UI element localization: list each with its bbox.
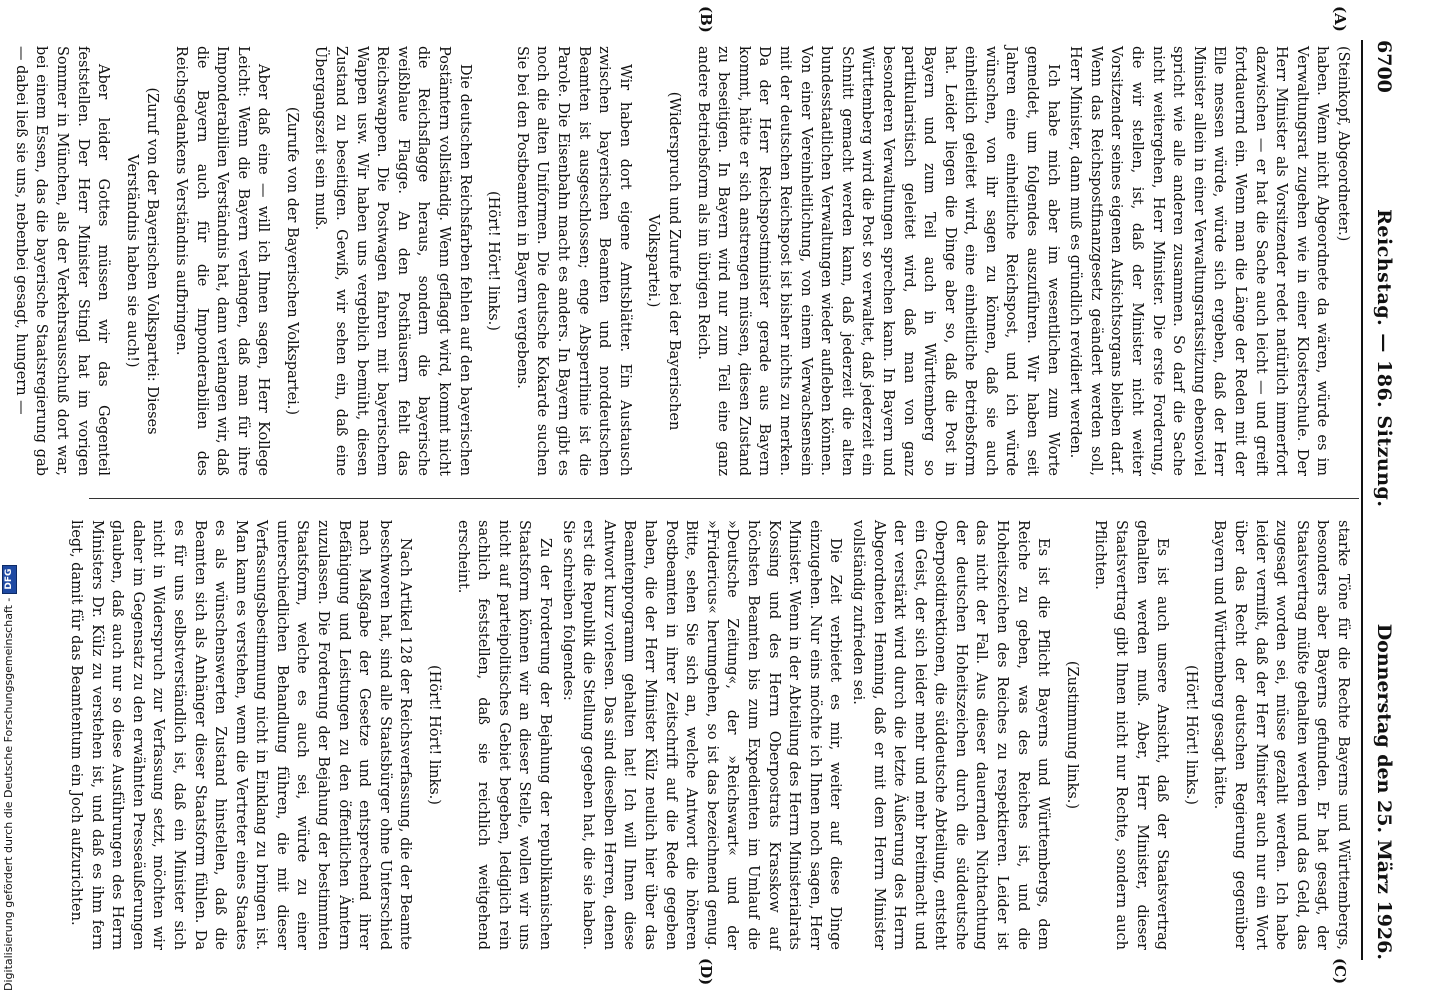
margin-mark-a: (A): [1331, 6, 1349, 32]
left-column: [0, 46, 1353, 476]
paragraph: Die deutschen Reichsfarben fehlen auf den bayerischen Postämtern vollständig. Wenn geflaggt wird, kommt nicht die Reichsflagge heraus, sondern die bayerische weißblaue Flagge. An den Posthäusern fehlt das Reichswappen. Die Postwagen fahren mit bayerischem Wappen usw. Wir haben uns vergeblich bemüht, diesen Zustand zu beseitigen. Gewiß, wir sehen ein, daß eine Übergangszeit sein muß.: [312, 46, 473, 476]
paragraph: haben. Wenn nicht Abgeordnete da wären, würde es im Verwaltungsrat zugehen wie in einer Klosterschule. Der Herr Minister als Vorsitzender redet natürlich immerfort dazwischen — er hat die Sache auch leicht — und greift fortdauernd ein. Wenn man die Länge der Reden mit der Elle messen würde, würde sich ergeben, daß der Herr Minister allein in einer Verwaltungsratssitzung ebensoviel spricht wie alle anderen zusammen. So darf die Sache nicht weitergehen, Herr Minister. Die erste Forderung, die wir stellen, ist, daß der Minister nicht weiter Vorsitzender seines eigenen Aufsichtsorgans bleiben darf. Wenn das Reichspostfinanzgesetz geändert werden soll, Herr Minister, dann muß es gründlich revidiert werden.: [1067, 46, 1331, 476]
margin-mark-b: (B): [697, 6, 715, 33]
margin-mark-d: (D): [697, 958, 715, 986]
speaker-label: (Steinkopf, Abgeordneter.): [1335, 46, 1351, 242]
paragraph: Aber leider Gottes müssen wir das Gegenteil feststellen. Der Herr Minister Stingl hat im vorigen Sommer in München, als der Verkehrsausschuß dort war, bei einem Essen, das die bayerische Staatsregierung gab — dabei ließ sie uns, nebenbei gesagt, hungern —: [12, 46, 112, 476]
paragraph: starke Töne für die Rechte Bayerns und Württembergs, besonders aber Bayerns gefunden. Er hat gesagt, der Staatsvertrag müßte gehalten werden und das Geld, das zugesagt worden sei, müsse gezahlt werden. Ich habe leider vermißt, daß der Herr Minister auch nur ein Wort über das Recht der deutschen Regierung gegenüber Bayern und Württemberg gesagt hätte.: [1211, 520, 1351, 950]
scanned-page: [12, 0, 1434, 1000]
interjection: [0, 46, 2, 476]
interjection: (Zustimmung links.): [1063, 660, 1080, 810]
column-divider: [89, 498, 1359, 499]
session-date: Donnerstag den 25. März 1926.: [1373, 623, 1395, 960]
interjection: (Hört! Hört! links.): [485, 191, 502, 331]
right-column: [63, 520, 1353, 950]
dfg-logo-icon: DFG: [2, 565, 17, 594]
header-rule: [1361, 40, 1363, 960]
digitization-notice-text: Digitalisierung gefördert durch die Deutsche Forschungsgemeinschaft -: [2, 597, 15, 991]
paragraph: Aber daß eine — will ich Ihnen sagen, Herr Kollege Leicht: Wenn die Bayern verlangen, daß man für ihre Imponderabilien Verständnis hat, dann verlangen wir, daß die Bayern auch für die Imponderabilien des Reichsgedankens Verständnis aufbringen.: [172, 46, 272, 476]
paragraph: Nach Artikel 128 der Reichsverfassung, die der Beamte beschworen hat, sind alle Staatsbürger ohne Unterschied nach Maßgabe der Gesetze und entsprechend ihrer Befähigung und Leistungen zu den öffentlichen Ämtern zuzulassen. Die Forderung der Bejahung der bestimmten Staatsform, welche es auch sei, würde zu einer unterschiedlichen Behandlung führen, die mit dieser Verfassungsbestimmung nicht in Einklang zu bringen ist. Man kann es verstehen, wenn die Vertreter eines Staates es als wünschenswerten Zustand hinstellen, daß die Beamten sich als Anhänger dieser Staatsform fühlen. Da es für uns selbstverständlich ist, daß ein Minister sich nicht in Widerspruch zur Verfassung setzt, möchten wir daher im Gegensatz zu den erwähnten Presseäußerungen glauben, daß auch nur so diese Ausführungen des Herrn Ministers Dr. Külz zu verstehen ist, und daß es ihm fern liegt, damit für das Beamtentum ein Joch aufzurichten.: [67, 520, 414, 950]
interjection: (Zurufe von der Bayerischen Volkspartei.): [283, 106, 300, 416]
paragraph: Es ist auch unsere Ansicht, daß der Staatsvertrag gehalten werden muß. Aber, Herr Minister, dieser Staatsvertrag gibt Ihnen nicht nur Rechte, sondern auch Pflichten.: [1092, 520, 1171, 950]
interjection: (Zuruf von der Bayerischen Volkspartei: Dieses Verständnis haben sie auch!): [123, 87, 161, 435]
paragraph: Die Zeit verbietet es mir, weiter auf diese Dinge einzugehen. Nur eins möchte ich Ihnen noch sagen, Herr Minister. Wenn in der Abteilung des Herrn Ministerialrats Kossing und des Herrn Oberpostrats Krasskow auf höchsten Beamten bis zum Expedienten im Umlauf die »Deutsche Zeitung«, der »Reichswart« und der »Fridericus« herumgehen, so ist das bezeichnend genug. Bitte, sehen Sie sich an, welche Antwort die höheren Postbeamten in ihrer Zeitschrift auf die Rede gegeben haben, die der Herr Minister Külz neulich hier über das Beamtenprogramm gehalten hat! Ich will Ihnen diese Antwort kurz vorlesen. Das sind dieselben Herren, denen erst die Republik die Stellung gegeben hat, die sie haben. Sie schreiben folgendes:: [559, 520, 844, 950]
session-title: Reichstag. — 186. Sitzung.: [1373, 209, 1395, 508]
page-rotated: [12, 0, 1415, 1000]
page-header: [1365, 40, 1395, 960]
paragraph: Ich habe mich aber im wesentlichen zum Worte gemeldet, um folgendes auszuführen. Wir haben seit Jahren eine einheitliche Reichspost, und ich würde wünschen, von ihr sagen zu können, daß sie auch einheitlich geleitet wird, eine einheitliche Betriebsform hat. Leider liegen die Dinge aber so, daß die Post in Bayern und zum Teil auch in Württemberg so partikularistisch geleitet wird, daß man von ganz besonderen Verwaltungen sprechen kann. In Bayern und Württemberg wird die Post so verwaltet, daß jederzeit ein Schnitt gemacht werden kann, daß jederzeit die alten bundesstaatlichen Verwaltungen wieder aufleben können. Von einer Vereinheitlichung, von einem Verwachsensein mit der deutschen Reichspost ist bisher nichts zu merken. Da der Herr Reichspostminister gerade aus Bayern kommt, hätte er sich anstrengen müssen, diesen Zustand zu beseitigen. In Bayern wird nur zum Teil eine ganz andere Betriebsform als im übrigen Reich.: [694, 46, 1061, 476]
margin-mark-c: (C): [1331, 958, 1349, 985]
paragraph: Wir haben dort eigene Amtsblätter. Ein Austausch zwischen bayerischen Beamten und norddeutschen Beamten ist ausgeschlossen; enge Absperrlinie ist die Parole. Die Eisenbahn macht es anders. In Bayern gibt es noch die alten Uniformen. Die deutsche Kokarde suchen Sie bei den Postbeamten in Bayern vergebens.: [513, 46, 633, 476]
interjection: (Hört! Hört! links.): [1182, 665, 1199, 805]
page-number: 6700: [1373, 40, 1395, 93]
interjection: (Widerspruch und Zurufe bei der Bayerischen Volkspartei.): [645, 91, 682, 431]
paragraph: Es ist die Pflicht Bayerns und Württembergs, dem Reiche zu geben, was des Reiches ist, und die Hoheitszeichen des Reiches zu respektieren. Leider ist das nicht der Fall. Aus dieser dauernden Nichtachtung der deutschen Hoheitszeichen durch die süddeutsche Oberpostdirektionen, die süddeutsche Abteilung, entsteht ein Geist, der sich leider mehr und mehr breitmacht und der verstärkt wird durch die letzte Äußerung des Herrn Abgeordneten Henning, daß er mit dem Herrn Minister vollständig zufrieden sei.: [849, 520, 1052, 950]
quote-paragraph: Zu der Forderung der Bejahung der republikanischen Staatsform können wir an dieser Stelle, wollen wir uns nicht auf parteipolitisches Gebiet begeben, lediglich rein sachlich feststellen, daß sie reichlich weitgehend erscheint.: [454, 520, 554, 950]
interjection: (Hört! Hört! links.): [426, 665, 443, 805]
